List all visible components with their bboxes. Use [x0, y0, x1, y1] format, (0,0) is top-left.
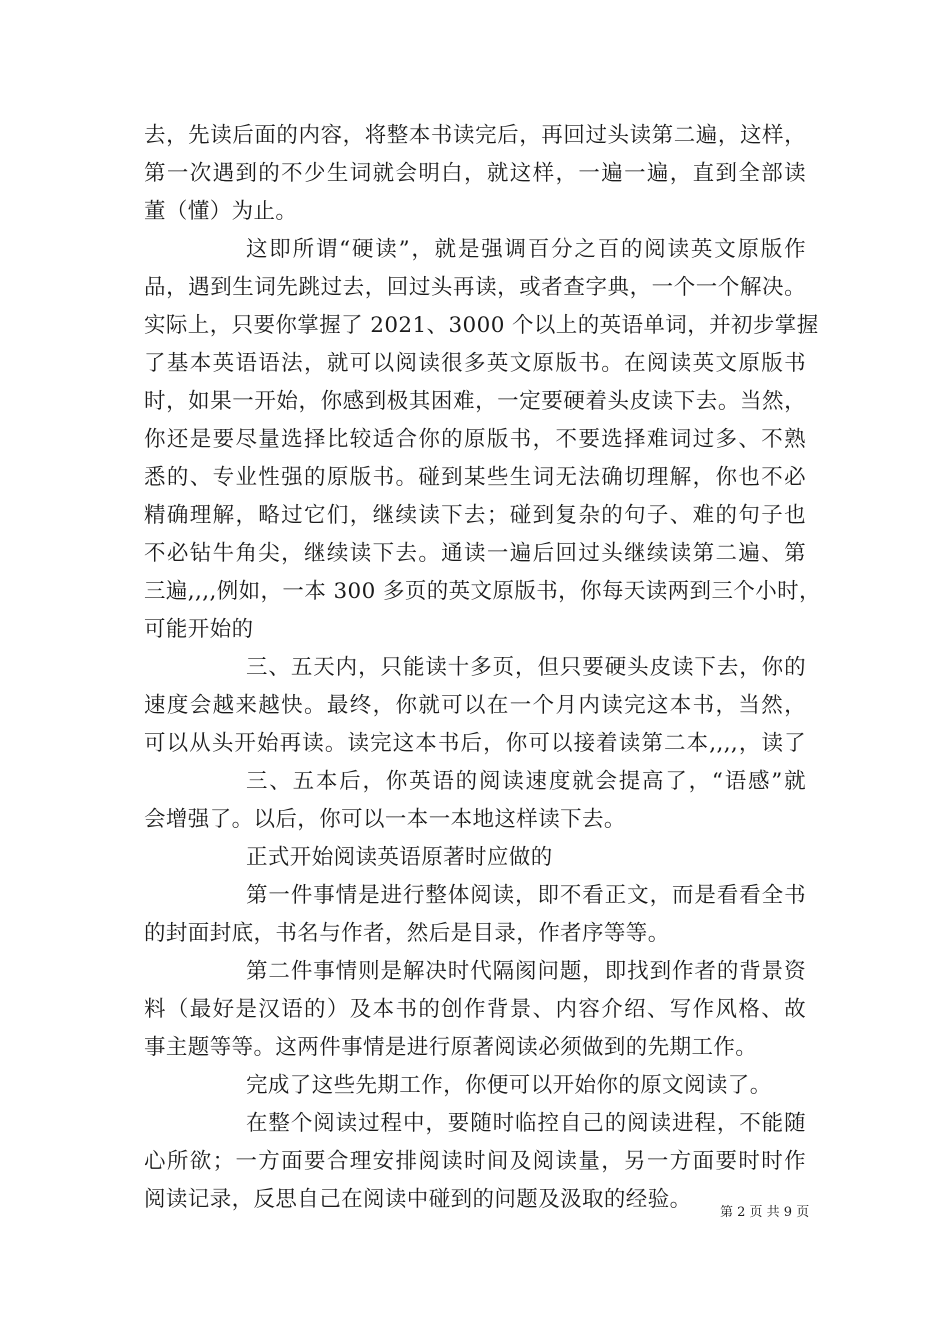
text-line: 阅读记录，反思自己在阅读中碰到的问题及汲取的经验。 — [144, 1187, 692, 1212]
text-line: 第一次遇到的不少生词就会明白，就这样，一遍一遍，直到全部读 — [144, 161, 806, 186]
text-line: 你还是要尽量选择比较适合你的原版书，不要选择难词过多、不熟 — [144, 427, 806, 452]
paragraph-first-line: 三、五天内，只能读十多页，但只要硬头皮读下去，你的 — [246, 655, 806, 680]
text-line: 事主题等等。这两件事情是进行原著阅读必须做到的先期工作。 — [144, 1035, 758, 1060]
page-number: 第 2 页 共 9 页 — [720, 1205, 810, 1220]
paragraph-first-line: 第一件事情是进行整体阅读，即不看正文，而是看看全书 — [246, 883, 806, 908]
text-line: 实际上，只要你掌握了 2021、3000 个以上的英语单词，并初步掌握 — [144, 313, 819, 338]
text-line: 董（懂）为止。 — [144, 199, 298, 224]
paragraph-first-line: 三、五本后，你英语的阅读速度就会提高了，“语感”就 — [246, 769, 806, 794]
text-line: 精确理解，略过它们，继续读下去；碰到复杂的句子、难的句子也 — [144, 503, 806, 528]
text-line: 可以从头开始再读。读完这本书后，你可以接着读第二本,,,,，读了 — [144, 731, 806, 756]
paragraph-first-line: 这即所谓“硬读”，就是强调百分之百的阅读英文原版作 — [246, 237, 806, 262]
paragraph-first-line: 完成了这些先期工作，你便可以开始你的原文阅读了。 — [246, 1073, 772, 1098]
text-line: 可能开始的 — [144, 617, 254, 642]
text-line: 悉的、专业性强的原版书。碰到某些生词无法确切理解，你也不必 — [144, 465, 806, 490]
text-line: 的封面封底，书名与作者，然后是目录，作者序等等。 — [144, 921, 670, 946]
text-line: 时，如果一开始，你感到极其困难，一定要硬着头皮读下去。当然， — [144, 389, 806, 414]
text-line: 料（最好是汉语的）及本书的创作背景、内容介绍、写作风格、故 — [144, 997, 806, 1022]
text-line: 了基本英语语法，就可以阅读很多英文原版书。在阅读英文原版书 — [144, 351, 806, 376]
text-line: 心所欲；一方面要合理安排阅读时间及阅读量，另一方面要时时作 — [144, 1149, 806, 1174]
text-line: 不必钻牛角尖，继续读下去。通读一遍后回过头继续读第二遍、第 — [144, 541, 806, 566]
paragraph-first-line: 在整个阅读过程中，要随时临控自己的阅读进程，不能随 — [246, 1111, 806, 1136]
paragraph-first-line: 第二件事情则是解决时代隔阂问题，即找到作者的背景资 — [246, 959, 806, 984]
text-line: 会增强了。以后，你可以一本一本地这样读下去。 — [144, 807, 626, 832]
text-line: 去，先读后面的内容，将整本书读完后，再回过头读第二遍，这样， — [144, 123, 806, 148]
text-line: 三遍,,,,例如，一本 300 多页的英文原版书，你每天读两到三个小时， — [144, 579, 821, 604]
text-line: 速度会越来越快。最终，你就可以在一个月内读完这本书，当然， — [144, 693, 806, 718]
text-line: 品，遇到生词先跳过去，回过头再读，或者查字典，一个一个解决。 — [144, 275, 806, 300]
section-heading: 正式开始阅读英语原著时应做的 — [246, 845, 553, 870]
